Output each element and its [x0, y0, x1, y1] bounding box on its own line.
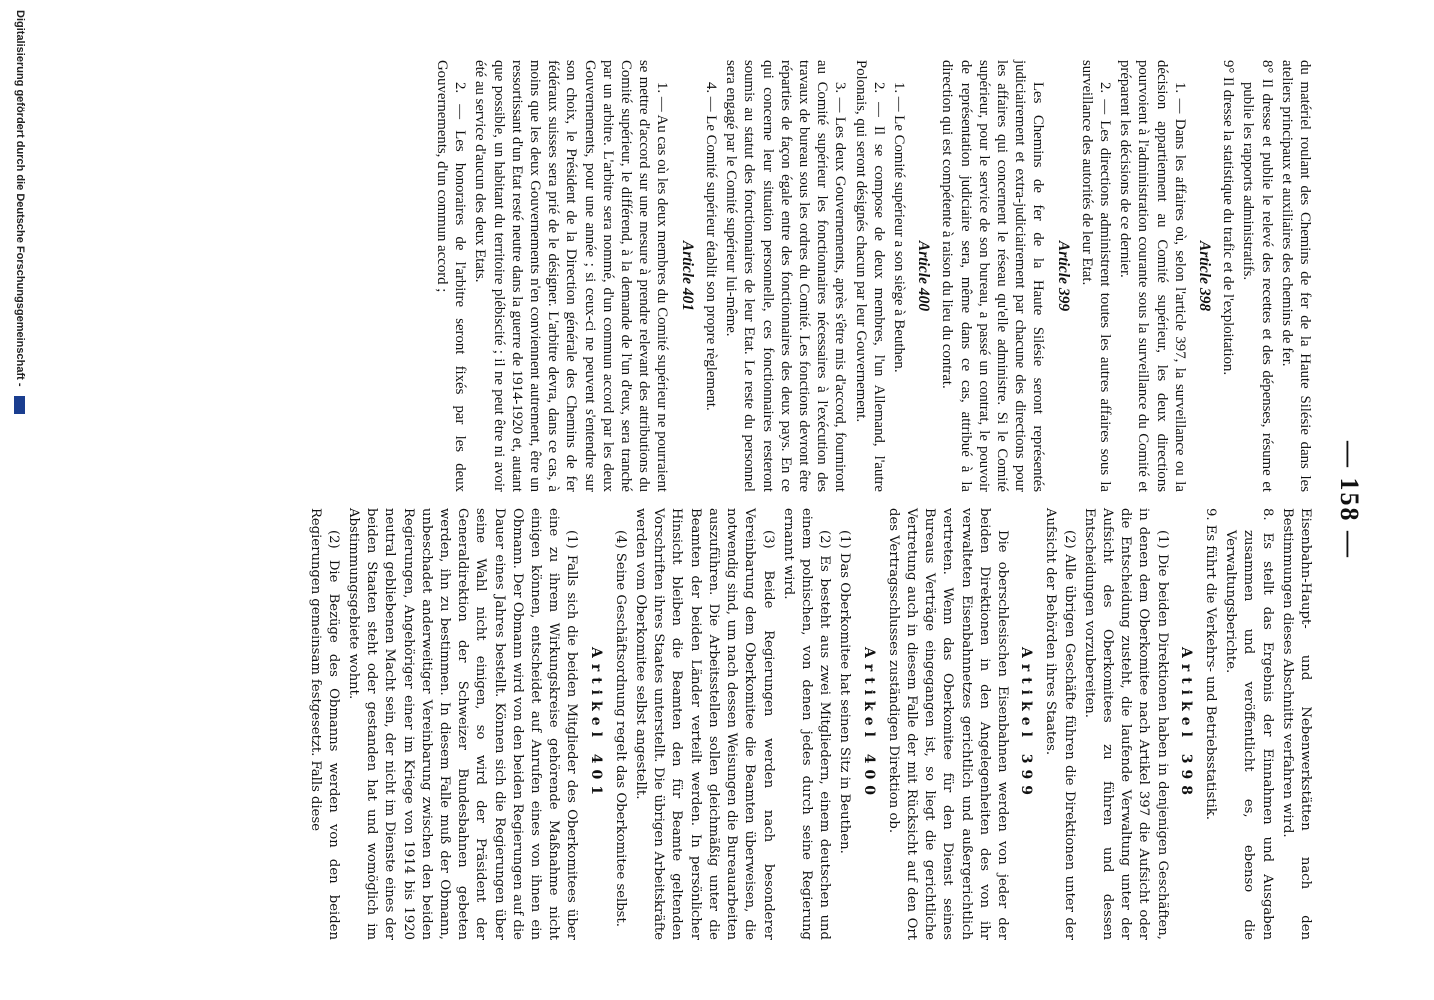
german-article-399-title: Artikel 399	[1018, 646, 1035, 802]
german-column	[303, 508, 1314, 940]
german-article-398-title: Artikel 398	[1177, 646, 1194, 802]
german-article-400-p1: (1) Das Oberkomitee hat seinen Sitz in Beuthen.	[837, 530, 853, 854]
french-article-400-title: Article 400	[915, 240, 933, 312]
french-article-398-title: Article 398	[1195, 240, 1213, 312]
french-article-400-p3: 3. — Les deux Gouvernements, après s'être mis d'accord, fourniront au Comité supérieur les fonctionnaires nécessaires à l'exécution des travaux de bureau sous les ordres du Comité. Les fonctions devront être réparties de façon égale entre des fonctionnaires des deux pays. En ce qui concerne leur situation personnelle, ces fonctionnaires resteront soumis au statut des fonctionnaires de leur Etat. Le reste du personnel sera engagé par le Comité supérieur lui-même.	[723, 60, 849, 492]
dfg-logo-icon	[14, 396, 25, 414]
french-article-400-p1: 1. — Le Comité supérieur a son siège à Beuthen.	[890, 82, 907, 373]
german-article-400-p4: (4) Seine Geschäftsordnung regelt das Oberkomitee selbst.	[612, 530, 628, 927]
french-column	[431, 60, 1314, 492]
digitization-credit-text: Digitalisierung gefördert durch die Deutsche Forschungsgemeinschaft -	[14, 10, 26, 387]
german-article-401-p1: (1) Falls sich die beiden Mitglieder des Oberkomitees über eine zu ihrem Wirkungskreise gehörende Maßnahme nicht einigen können, entscheidet auf Anrufen eines von ihnen ein Obmann. Der Obmann wird von den beiden Regierungen auf die Dauer eines Jahres bestellt. Können sich die Regierungen über seine Wahl nicht einigen, so wird der Präsident der Generaldirektion der Schweizer Bundesbahnen gebeten werden, ihn zu bestimmen. In diesem Falle muß der Obmann, unbeschadet anderweitiger Vereinbarung zwischen den beiden Regierungen, Angehöriger einer im Kriege von 1914 bis 1920 neutral gebliebenen Macht sein, der nicht im Dienste eines der beiden Staaten steht oder gestanden hat und womöglich im Abstimmungsgebiete wohnt.	[346, 508, 580, 940]
french-article-400-p2: 2. — Il se compose de deux membres, l'un Allemand, l'autre Polonais, qui seront désignés chacun par leur Gouvernement.	[852, 60, 887, 492]
digitization-credit	[14, 10, 26, 414]
french-item-9: 9° Il dresse la statistique du trafic et de l'exploitation.	[1220, 60, 1237, 376]
german-article-400-title: Artikel 400	[860, 646, 877, 802]
german-article-400-p2: (2) Es besteht aus zwei Mitgliedern, einem deutschen und einem polnischen, von denen jedes durch seine Regierung ernannt wird.	[780, 508, 833, 940]
french-intro: du matériel roulant des Chemins de fer de la Haute Silésie dans les ateliers principaux et auxiliaires des chemins de fer.	[1278, 60, 1313, 492]
german-article-401-title: Artikel 401	[587, 646, 604, 802]
page-number: — 158 —	[1335, 441, 1364, 559]
french-article-401-p1: 1. — Au cas où les deux membres du Comité supérieur ne pourraient se mettre d'accord sur une mesure à prendre relevant des attributions du Comité supérieur, le différend, à la demande de l'un d'eux, sera tranché par un arbitre. L'arbitre sera nommé, d'un commun accord par les deux Gouvernements, pour une année ; si ceux-ci ne peuvent s'entendre sur son choix, le Président de la Direction générale des Chemins de fer fédéraux suisses sera prié de le désigner. L'arbitre devra, dans ce cas, à moins que les deux Gouvernements n'en conviennent autrement, être un ressortissant d'un Etat resté neutre dans la guerre de 1914-1920 et, autant que possible, un habitant du territoire plébiscité ; il ne peut être ni avoir été au service d'aucun des deux Etats.	[472, 60, 671, 492]
german-intro: Eisenbahn-Haupt- und Nebenwerkstätten nach den Bestimmungen dieses Abschnitts verfahren wird.	[1279, 508, 1313, 940]
german-article-398-p2: (2) Alle übrigen Geschäfte führen die Direktionen unter der Aufsicht der Behörden ihres Staates.	[1043, 508, 1077, 940]
french-article-400-p4: 4. — Le Comité supérieur établit son propre règlement.	[702, 82, 719, 411]
german-article-399-p1: Die oberschlesischen Eisenbahnen werden von jeder der beiden Direktionen in den Angelegenheiten des von ihr verwalteten Eisenbahnnetzes gerichtlich und außergerichtlich vertreten. Wenn das Oberkomitee für den Dienst seines Bureaus Verträge eingegangen ist, so liegt die gerichtliche Vertretung auch in diesem Falle der mit Rücksicht auf den Ort des Vertragsschlusses zuständigen Direktion ob.	[885, 508, 1010, 940]
german-article-398-p1: (1) Die beiden Direktionen haben in denjenigen Geschäften, in denen dem Oberkomitee nach Artikel 397 die Aufsicht oder die Entscheidung zusteht, die laufende Verwaltung unter der Aufsicht des Oberkomitees zu führen und dessen Entscheidungen vorzubereiten.	[1081, 508, 1170, 940]
french-article-401-title: Article 401	[678, 240, 696, 312]
german-article-401-p2: (2) Die Bezüge des Obmanns werden von den beiden Regierungen gemeinsam festgesetzt. Falls diese	[307, 508, 341, 940]
german-item-8: 8. Es stellt das Ergebnis der Einnahmen und Ausgaben zusammen und veröffentlicht es, ebenso die Verwaltungsberichte.	[1223, 508, 1275, 940]
french-article-398-p1: 1. — Dans les affaires où, selon l'article 397, la surveillance ou la décision appartiennent au Comité supérieur, les deux directions pourvoient à l'administration courante sous la surveillance du Comité et préparent les décisions de ce dernier.	[1117, 60, 1188, 492]
french-article-399-p1: Les Chemins de fer de la Haute Silésie seront représentés judiciairement et extra-judiciairement par chacune des directions pour les affaires qui concernent le réseau qu'elle administre. Si le Comité supérieur, pour le service de son bureau, a passé un contrat, le pouvoir de représentation judiciaire sera, même dans ce cas, attribué à la direction qui est compétente à raison du lieu du contrat.	[939, 60, 1047, 492]
french-article-401-p2: 2. — Les honoraires de l'arbitre seront fixés par les deux Gouvernements, d'un commun accord ;	[434, 60, 469, 492]
french-item-8: 8° Il dresse et publie le relevé des recettes et des dépenses, résume et publie les rapports administratifs.	[1240, 60, 1275, 492]
german-item-9: 9. Es führt die Verkehrs- und Betriebsstatistik.	[1202, 508, 1218, 820]
german-article-400-p3: (3) Beide Regierungen werden nach besonderer Vereinbarung dem Oberkomitee die Beamten überweisen, die notwendig sind, um nach dessen Weisungen die Bureauarbeiten auszuführen. Die Arbeitsstellen sollen gleichmäßig unter die Beamten der beiden Länder verteilt werden. In persönlicher Hinsicht bleiben die Beamten den für Beamte geltenden Vorschriften ihres Staates unterstellt. Die übrigen Arbeitskräfte werden vom Oberkomitee selbst angestellt.	[633, 508, 776, 940]
french-article-399-title: Article 399	[1054, 240, 1072, 312]
french-article-398-p2: 2. — Les directions administrent toutes les autres affaires sous la surveillance des autorités de leur Etat.	[1078, 60, 1113, 492]
